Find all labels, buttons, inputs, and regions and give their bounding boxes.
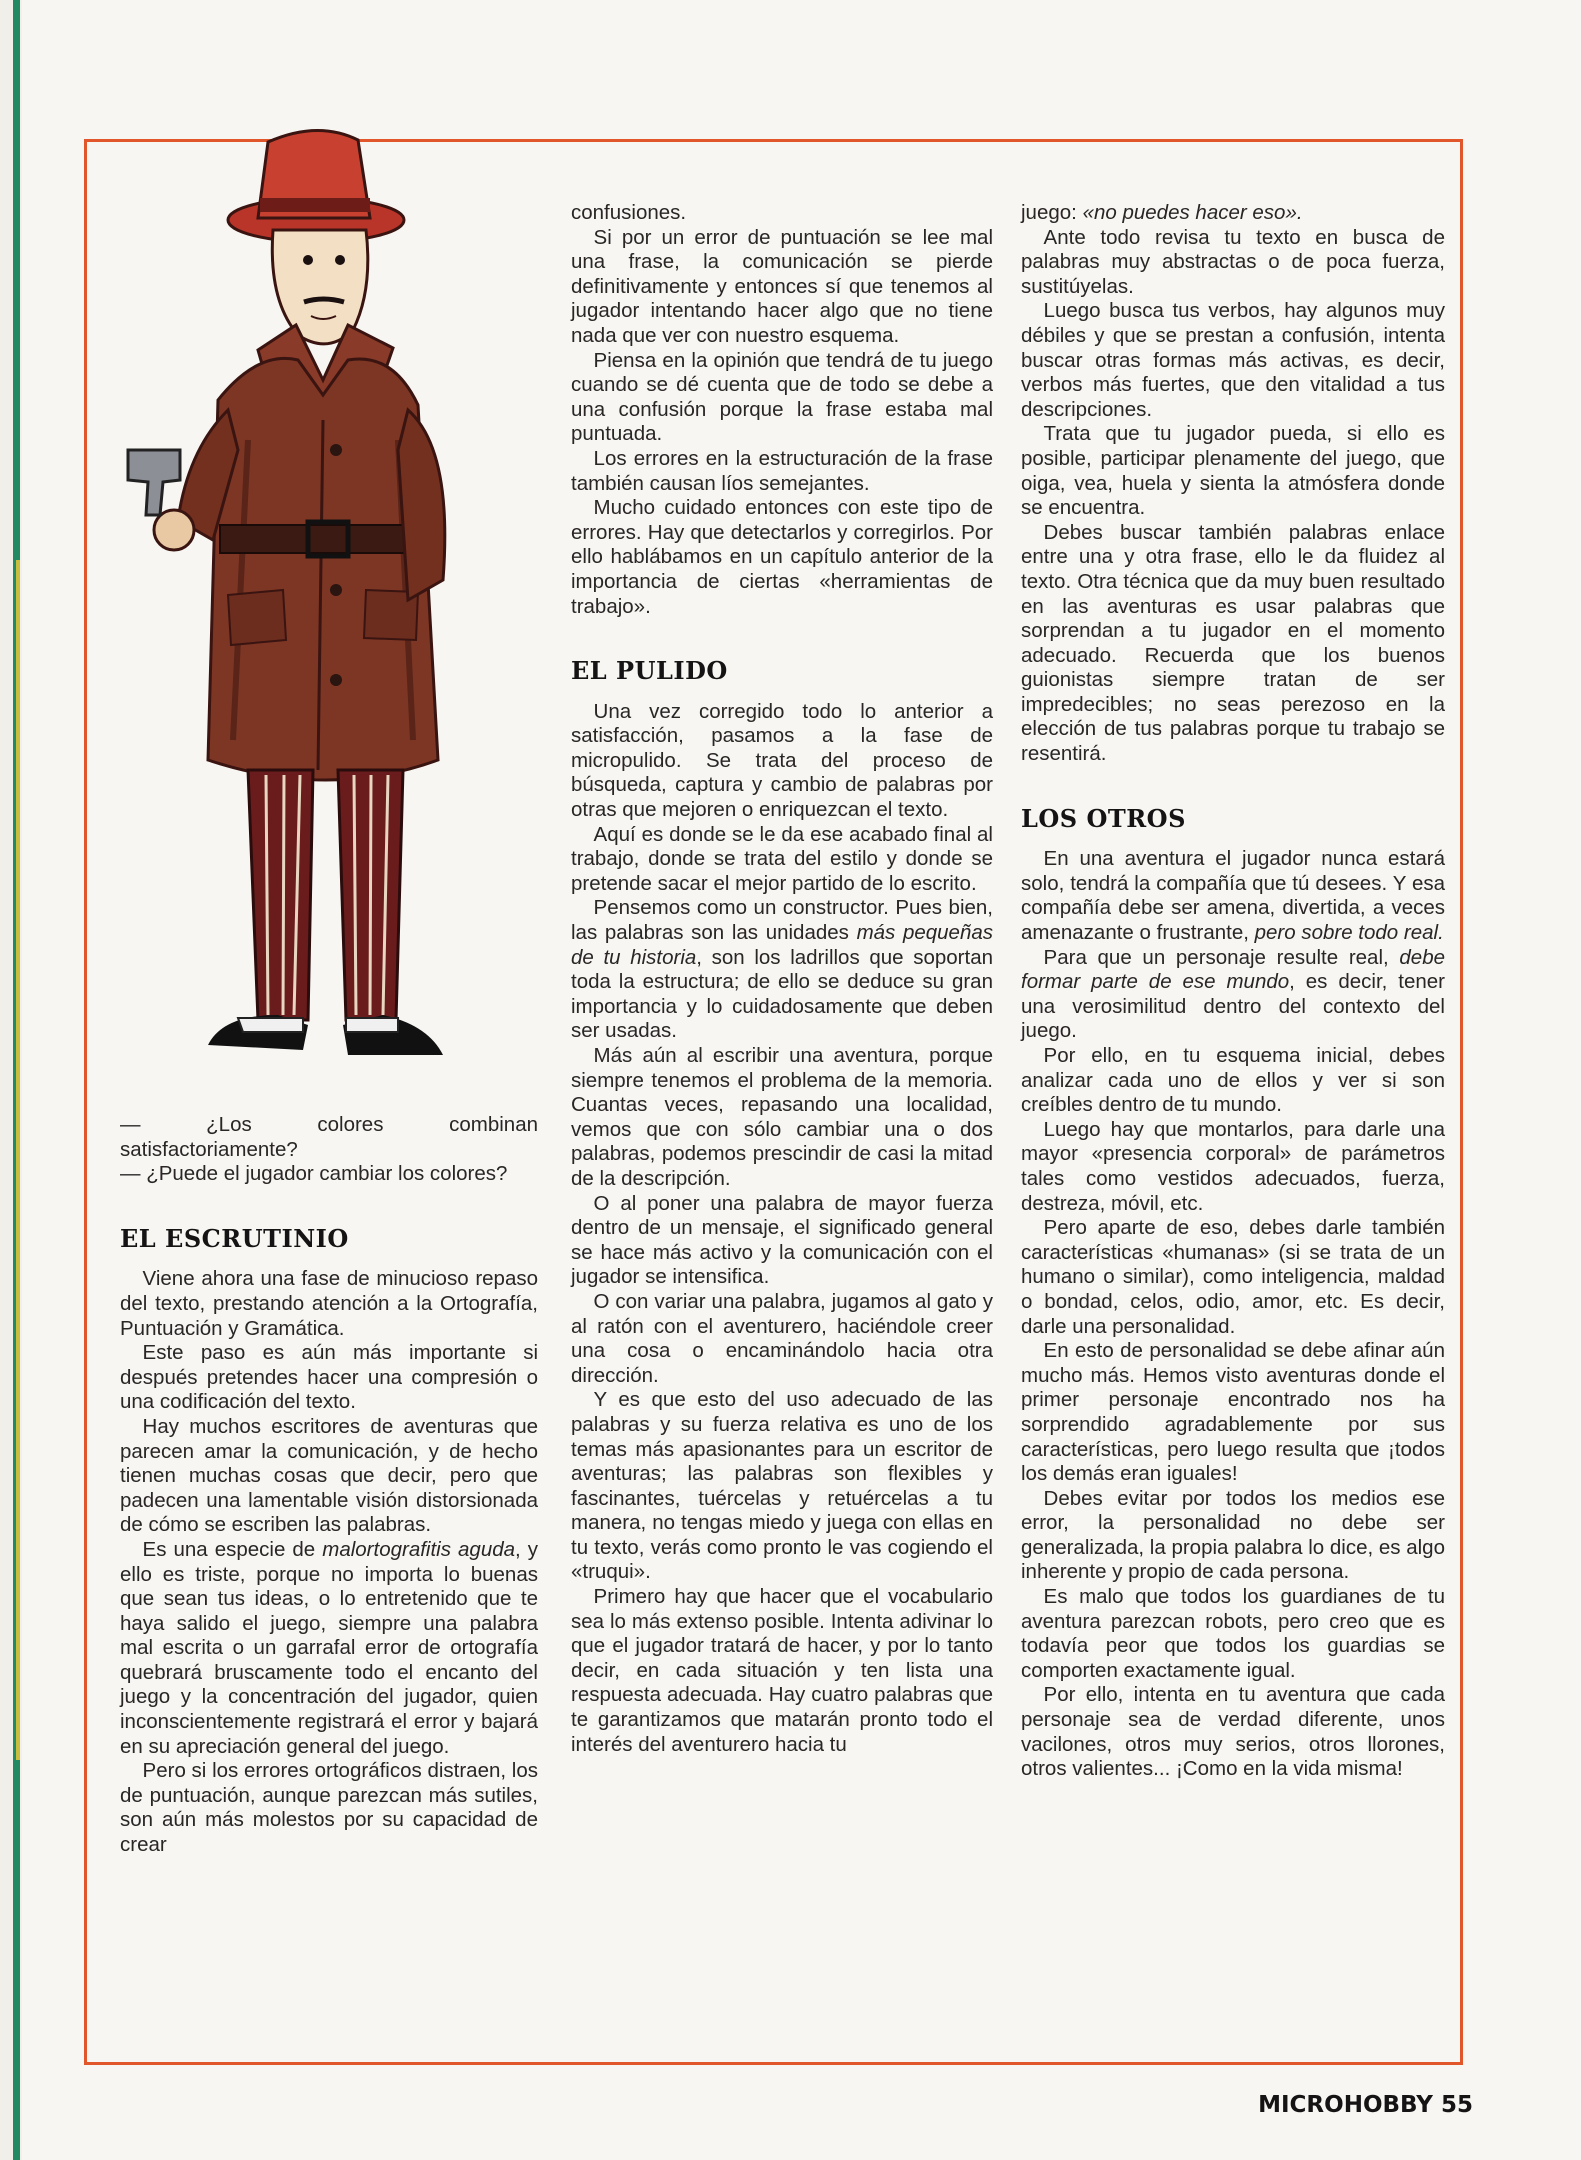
paragraph: Ante todo revisa tu texto en busca de palabras muy abstractas o de poca fuerza, sustitúyelas.	[1021, 225, 1445, 298]
paragraph: Primero hay que hacer que el vocabulario sea lo más extenso posible. Intenta adivinar lo que el jugador tratará de hacer, y por lo tanto decir, en cada situación y ten lista una respuesta adecuada. Hay cuatro palabras que te garantizamos que matarán pronto todo el interés del aventurero hacia tu	[571, 1585, 993, 1756]
paragraph: Los errores en la estructuración de la frase también causan líos semejantes.	[571, 446, 993, 495]
paragraph: Este paso es aún más importante si después pretendes hacer una compresión o una codificación del texto.	[120, 1341, 538, 1414]
paragraph: En esto de personalidad se debe afinar aún mucho más. Hemos visto aventuras donde el primer personaje encontrado nos ha sorprendido agradablemente por sus características, pero luego resulta que ¡todos los demás eran iguales!	[1021, 1339, 1445, 1486]
paragraph: Aquí es donde se le da ese acabado final al trabajo, donde se trata del estilo y donde se pretende sacar el mejor partido de lo escrito.	[571, 822, 993, 895]
paragraph: Viene ahora una fase de minucioso repaso del texto, prestando atención a la Ortografía, Puntuación y Gramática.	[120, 1267, 538, 1340]
paragraph: Luego busca tus verbos, hay algunos muy débiles y que se prestan a confusión, intenta buscar otras formas más activas, es decir, verbos más fuertes, que den vitalidad a tus descripciones.	[1021, 299, 1445, 421]
paragraph	[1021, 946, 1445, 1044]
paragraph: Debes buscar también palabras enlace entre una y otra frase, ello le da fluidez al texto. Otra técnica que da muy buen resultado en las aventuras es usar palabras que sorprendan a tu jugador en el momento adecuado. Recuerda que los buenos guionistas siempre tratan de ser impredecibles; no seas perezoso en la elección de tus palabras porque tu trabajo se resentirá.	[1021, 520, 1445, 766]
paragraph: Si por un error de puntuación se lee mal una frase, la comunicación se pierde definitivamente y entonces sí que tenemos al jugador intentando hacer algo que no tiene nada que ver con nuestro esquema.	[571, 225, 993, 347]
paragraph: Es malo que todos los guardianes de tu aventura parezcan robots, pero creo que es todavía peor que todos los guardias se comporten exactamente igual.	[1021, 1585, 1445, 1682]
paragraph	[1021, 201, 1445, 226]
column-right	[1021, 201, 1445, 1782]
paragraph: Mucho cuidado entonces con este tipo de errores. Hay que detectarlos y corregirlos. Por ello hablábamos en un capítulo anterior de la importancia de ciertas «herramientas de trabajo».	[571, 496, 993, 618]
yellow-edge-band	[16, 560, 20, 1760]
italic-term: más pequeñas de tu historia	[571, 921, 993, 969]
text-run: Para que un personaje resulte real,	[1043, 945, 1400, 969]
text-run: , y ello es triste, porque no importa lo buenas que sean tus ideas, o lo entretenido que te haya salido el juego, siempre una palabra mal escrita o un garrafal error de ortografía quebrará bruscamente todo el encanto del juego y la concentración del jugador, quien inconscientemente registrará el error y bajará en su apreciación general del juego.	[120, 1537, 539, 1758]
paragraph: Luego hay que montarlos, para darle una mayor «presencia corporal» de parámetros tales como vestidos adecuados, fuerza, destreza, móvil, etc.	[1021, 1117, 1445, 1215]
page-footer	[1258, 2092, 1473, 2118]
italic-phrase: debe formar parte de ese mundo	[1021, 945, 1445, 994]
paragraph: Por ello, intenta en tu aventura que cada personaje sea de verdad diferente, unos vacilones, otros muy serios, otros llorones, otros valientes... ¡Como en la vida misma!	[1021, 1683, 1445, 1781]
detective-with-gun-icon	[108, 120, 504, 1086]
heading-el-pulido: EL PULIDO	[571, 656, 728, 686]
paragraph	[1021, 847, 1445, 945]
column-middle	[571, 201, 993, 1757]
text-run: , son los ladrillos que soportan toda la estructura; de ello se deduce su gran importancia y lo cuidadosamente que deben ser usadas.	[571, 945, 993, 1043]
paragraph: Por ello, en tu esquema inicial, debes analizar cada uno de ellos y ver si son creíbles dentro de tu mundo.	[1021, 1044, 1445, 1117]
text-run: En una aventura el jugador nunca estará solo, tendrá la compañía que tú desees. Y esa compañía debe ser amena, divertida, a veces amenazante o frustrante,	[1021, 847, 1445, 945]
heading-el-escrutinio: EL ESCRUTINIO	[120, 1223, 349, 1253]
paragraph: — ¿Puede el jugador cambiar los colores?	[120, 1162, 508, 1186]
left-edge-strip	[0, 0, 22, 2160]
paragraph: O con variar una palabra, jugamos al gato y al ratón con el aventurero, haciéndole creer una cosa o encaminándolo hacia otra dirección.	[571, 1289, 993, 1387]
paragraph: Pero aparte de eso, debes darle también características «humanas» (si se trata de un humano o similar), como inteligencia, maldad o bondad, celos, odio, amor, etc. Es decir, darle una personalidad.	[1021, 1216, 1445, 1338]
paragraph: Y es que esto del uso adecuado de las palabras y su fuerza relativa es uno de los temas más apasionantes para un escritor de aventuras; las palabras son flexibles y fascinantes, tuércelas y retuércelas a tu manera, no tengas miedo y juega con ellas en tu texto, verás como pronto le vas cogiendo el «truqui».	[571, 1388, 993, 1584]
paragraph: O al poner una palabra de mayor fuerza dentro de un mensaje, el significado general se hace más activo y la comunicación con el jugador se intensifica.	[571, 1191, 993, 1289]
text-run: , es decir, tener una verosimilitud dentro del contexto del juego.	[1021, 970, 1445, 1043]
paragraph: Piensa en la opinión que tendrá de tu juego cuando se dé cuenta que de todo se debe a una confusión porque la frase estaba mal puntuada.	[571, 348, 993, 446]
paragraph: confusiones.	[571, 201, 687, 224]
paragraph: Una vez corregido todo lo anterior a satisfacción, pasamos a la fase de micropulido. Se trata del proceso de búsqueda, captura y cambio de palabras por otras que mejoren o enriquezcan el texto.	[571, 699, 993, 822]
text-run: Pensemos como un constructor. Pues bien, las palabras son las unidades	[571, 896, 993, 945]
column-left	[120, 1113, 538, 1858]
paragraph: Debes evitar por todos los medios ese error, la personalidad no debe ser generalizada, la propia palabra lo dice, es algo inherente y propio de cada persona.	[1021, 1486, 1445, 1584]
paragraph: Trata que tu jugador pueda, si ello es posible, participar plenamente del juego, que oiga, vea, huela y sienta la atmósfera donde se encuentra.	[1021, 422, 1445, 520]
italic-phrase: pero sobre todo real.	[1254, 921, 1444, 945]
paragraph: — ¿Los colores combinan satisfactoriamente?	[120, 1113, 538, 1161]
page-number: 55	[1440, 2092, 1473, 2118]
text-run: juego:	[1021, 201, 1083, 224]
paragraph	[571, 896, 993, 1044]
paragraph: Hay muchos escritores de aventuras que parecen amar la comunicación, y de hecho tienen muchas cosas que decir, pero que padecen una lamentable visión distorsionada de cómo se escriben las palabras.	[120, 1414, 538, 1537]
paragraph: Pero si los errores ortográficos distraen, los de puntuación, aunque parezcan más sutiles, son aún más molestos por su capacidad de crear	[120, 1759, 538, 1857]
heading-los-otros: LOS OTROS	[1021, 803, 1186, 833]
magazine-name: MICROHOBBY	[1258, 2092, 1433, 2118]
text-run: Es una especie de	[142, 1537, 323, 1561]
paragraph	[120, 1538, 538, 1759]
paragraph: Más aún al escribir una aventura, porque siempre tenemos el problema de la memoria. Cuantas veces, repasando una localidad, vemos que con sólo cambiar una o dos palabras, podemos prescindir de casi la mitad de la descripción.	[571, 1044, 993, 1190]
italic-term: malortografitis aguda	[322, 1537, 516, 1561]
italic-quote: «no puedes hacer eso».	[1082, 201, 1303, 224]
